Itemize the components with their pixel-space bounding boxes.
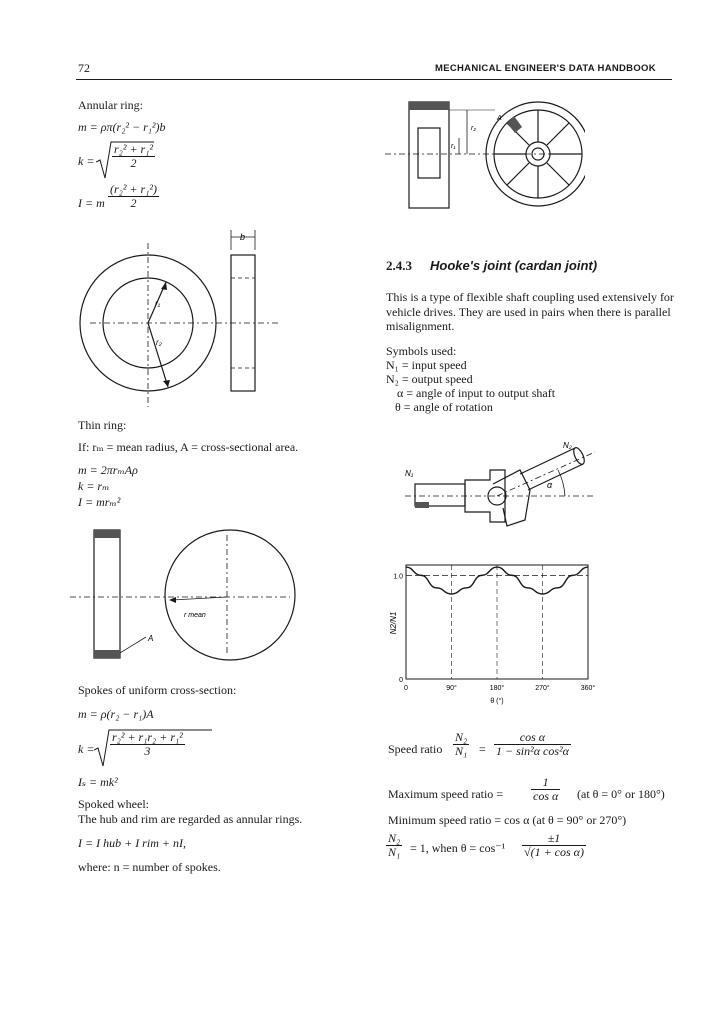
speed-ratio-label: Speed ratio xyxy=(388,742,443,756)
spokes-k-lhs: k = xyxy=(78,742,95,756)
hookes-joint-figure xyxy=(395,440,605,540)
chart-x-tick-1: 90° xyxy=(446,685,457,692)
speed-ratio-equals: = xyxy=(479,742,486,756)
A-leader xyxy=(120,637,146,653)
rmean-leader xyxy=(172,597,227,600)
chart-y-tick-0: 0 xyxy=(399,677,403,684)
fig3-label-A: A xyxy=(497,115,502,122)
thin-ring-section xyxy=(94,530,120,658)
spoked-wheel-heading: Spoked wheel: xyxy=(78,797,149,811)
chart-point-5 xyxy=(481,575,482,576)
thin-ring-heading: Thin ring: xyxy=(78,418,127,432)
wheel-spoke-7 xyxy=(507,163,529,185)
section-title: Hooke's joint (cardan joint) xyxy=(430,258,598,273)
thin-ring-hatch-top xyxy=(94,530,120,538)
chart-point-2 xyxy=(436,587,437,588)
output-shaft-end xyxy=(572,446,587,466)
thin-ring-hatch-bottom xyxy=(94,650,120,658)
annular-mass-formula: m = ρπ(r₂² − r₁²)b xyxy=(78,120,166,134)
chart-x-tick-3: 270° xyxy=(535,685,550,692)
fig2-label-rmean: r mean xyxy=(184,612,206,619)
min-ratio-text: Minimum speed ratio = cos α (at θ = 90° or 270°) xyxy=(388,813,627,827)
max-ratio-den: cos α xyxy=(533,789,559,803)
spokes-k-den: 3 xyxy=(144,744,151,758)
chart-y-tick-1: 1.0 xyxy=(393,573,403,581)
wheel-section-rim xyxy=(409,102,449,208)
symbol-N1: N₁ = input speed xyxy=(386,358,467,372)
annular-ring-figure xyxy=(70,225,290,410)
annular-k-fraction xyxy=(112,143,155,170)
chart-x-tick-0: 0 xyxy=(404,685,408,692)
speed-ratio-n-frac xyxy=(453,731,469,758)
input-shaft-hatch xyxy=(415,502,429,508)
spokes-Is: Iₛ = mk² xyxy=(78,775,118,789)
r1-arrowhead xyxy=(161,282,167,290)
unity-den: N₁ xyxy=(388,845,401,859)
fig3-label-r2: r₂ xyxy=(471,125,477,132)
max-ratio-frac xyxy=(531,776,560,803)
joint-label-alpha: α xyxy=(547,480,553,490)
chart-point-3 xyxy=(451,593,452,594)
annular-I-den: 2 xyxy=(130,196,137,210)
speed-ratio-den: N₁ xyxy=(455,744,468,758)
chart-point-1 xyxy=(421,575,422,576)
annular-k-num: r₂² + r₁² xyxy=(114,142,153,156)
wheel-spoke-6 xyxy=(547,123,569,145)
speed-ratio-num: N₂ xyxy=(455,730,468,744)
fig2-label-A: A xyxy=(148,634,154,643)
spoked-wheel-figure xyxy=(385,98,585,218)
chart-point-9 xyxy=(542,593,543,594)
chart-point-10 xyxy=(557,587,558,588)
thin-ring-I: I = mrₘ² xyxy=(78,495,121,509)
rmean-arrowhead xyxy=(169,597,176,603)
speed-ratio-rhs-num: cos α xyxy=(494,731,571,745)
symbol-alpha: α = angle of input to output shaft xyxy=(397,386,556,400)
hooke-intro: This is a type of flexible shaft coupling used extensively for vehicle drives. They are used in pairs when there is parallel misalignment. xyxy=(386,290,674,333)
speed-ratio-rhs-frac xyxy=(494,731,571,758)
chart-point-12 xyxy=(587,566,588,567)
spoked-wheel-I: I = I hub + I rim + nI, xyxy=(78,836,186,850)
page-number: 72 xyxy=(78,61,90,75)
spokes-heading: Spokes of uniform cross-section: xyxy=(78,683,237,697)
annular-heading: Annular ring: xyxy=(78,98,143,112)
chart-point-8 xyxy=(527,587,528,588)
unity-num: N₂ xyxy=(388,831,401,845)
chart-point-7 xyxy=(512,575,513,576)
fig1-label-r2: r₂ xyxy=(156,338,162,347)
unity-lhs-frac xyxy=(386,832,402,859)
unity-rhs-frac xyxy=(522,832,586,859)
annular-I-fraction xyxy=(108,183,159,210)
chart-x-tick-2: 180° xyxy=(489,685,505,692)
thin-ring-k: k = rₘ xyxy=(78,479,110,493)
max-ratio-num: 1 xyxy=(531,776,560,790)
thin-ring-mass: m = 2πrₘAρ xyxy=(78,463,138,477)
chart-point-4 xyxy=(466,587,467,588)
chart-point-6 xyxy=(496,566,497,567)
symbols-heading: Symbols used: xyxy=(386,344,457,358)
unity-rhs-num: ±1 xyxy=(522,832,586,846)
spokes-k-num: r₂² + r₁r₂ + r₁² xyxy=(112,730,183,744)
spokes-k-fraction xyxy=(110,731,185,758)
chart-point-0 xyxy=(405,566,406,567)
running-title: MECHANICAL ENGINEER'S DATA HANDBOOK xyxy=(435,63,656,74)
spoked-wheel-where: where: n = number of spokes. xyxy=(78,860,221,874)
max-ratio-label: Maximum speed ratio = xyxy=(388,787,504,801)
fig3-label-r1: r₁ xyxy=(451,143,456,150)
thin-ring-figure xyxy=(70,525,300,665)
fig1-label-b: b xyxy=(240,232,246,242)
fig1-label-r1: r₁ xyxy=(155,299,161,308)
output-shaft-top xyxy=(520,448,575,474)
symbol-theta: θ = angle of rotation xyxy=(395,400,493,414)
wheel-spoke-section xyxy=(507,116,522,133)
thin-ring-if: If: rₘ = mean radius, A = cross-sectional area. xyxy=(78,440,299,454)
max-ratio-condition: (at θ = 0° or 180°) xyxy=(577,787,665,801)
speed-ratio-rhs-den: 1 − sin²α cos²α xyxy=(496,744,569,758)
section-number: 2.4.3 xyxy=(386,258,412,273)
annular-I-num: (r₂² + r₁²) xyxy=(110,182,157,196)
joint-label-N2: N₂ xyxy=(563,441,572,450)
output-yoke xyxy=(493,470,530,526)
joint-label-N1: N₁ xyxy=(405,469,414,478)
symbol-N2: N₂ = output speed xyxy=(386,372,473,386)
radius-r2-line xyxy=(148,323,168,387)
chart-x-tick-4: 360° xyxy=(580,685,596,692)
chart-x-axis-label: θ (°) xyxy=(490,698,504,705)
wheel-spoke-8 xyxy=(547,163,569,185)
chart-point-11 xyxy=(572,575,573,576)
annular-k-den: 2 xyxy=(130,156,137,170)
wheel-section-hatch xyxy=(409,102,449,110)
header-rule xyxy=(76,79,672,80)
r2-arrowhead xyxy=(163,380,170,387)
spokes-mass: m = ρ(r₂ − r₁)A xyxy=(78,707,154,721)
thin-ring-circle xyxy=(165,530,295,660)
chart-y-axis-label: N2/N1 xyxy=(389,611,398,635)
unity-rhs-den: √(1 + cos α) xyxy=(524,845,584,859)
output-shaft-bottom xyxy=(528,464,583,490)
annular-I-lhs: I = m xyxy=(78,196,105,210)
annular-k-lhs: k = xyxy=(78,154,95,168)
wheel-section-hub xyxy=(418,128,440,178)
speed-ratio-chart xyxy=(370,555,600,715)
spoked-wheel-text: The hub and rim are regarded as annular rings. xyxy=(78,812,303,826)
unity-condition: = 1, when θ = cos⁻¹ xyxy=(410,841,506,855)
